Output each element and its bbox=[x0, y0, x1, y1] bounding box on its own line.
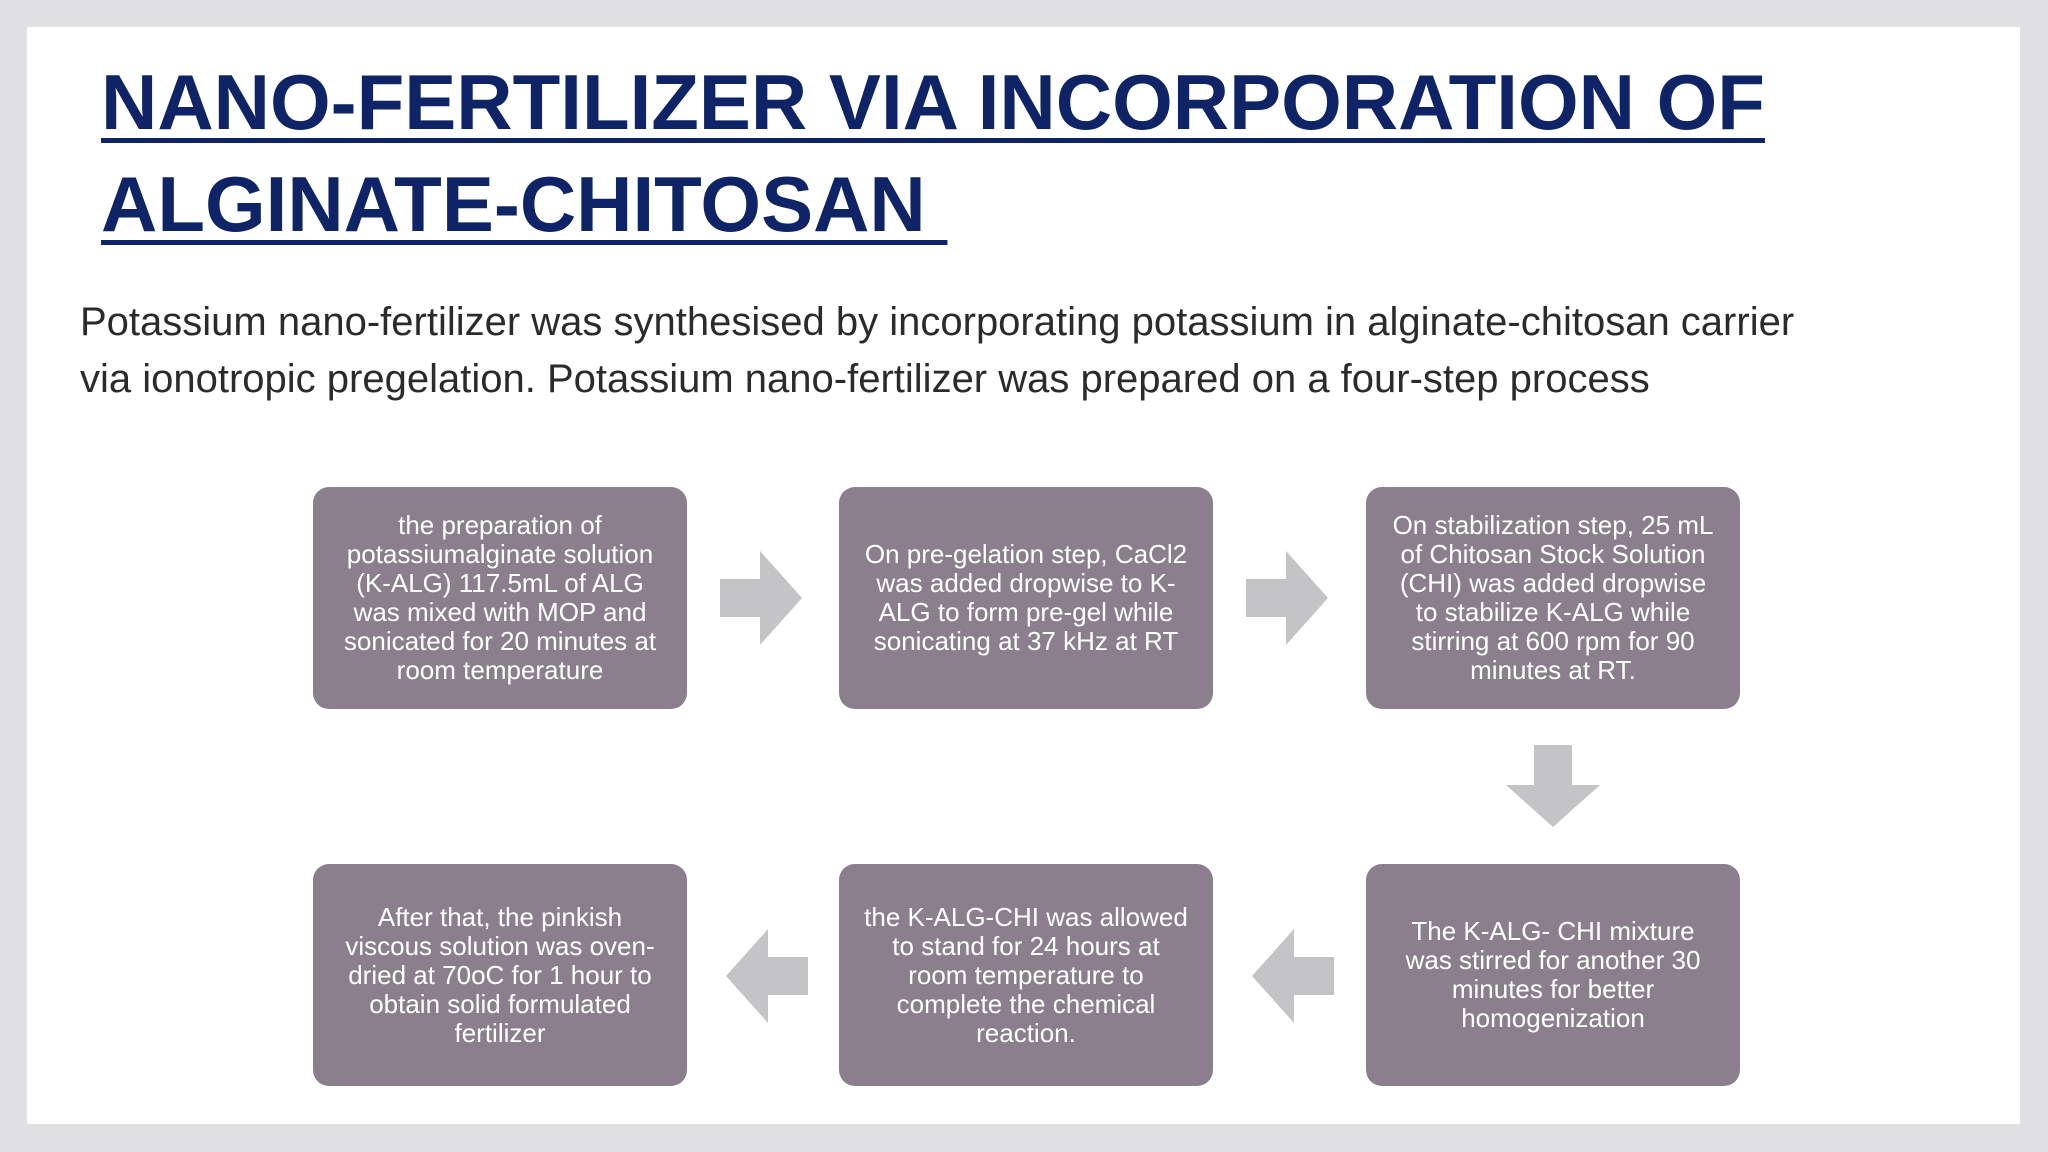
step-4-text bbox=[1406, 917, 1701, 1033]
intro-line-1: Potassium nano-fertilizer was synthesised by incorporating potassium in alginate-chitosan carrier bbox=[80, 300, 1795, 344]
arrow-left-icon bbox=[1252, 929, 1334, 1023]
step-1-line: potassiumalginate solution bbox=[346, 539, 654, 569]
step-2-line: ALG to form pre-gel while bbox=[878, 597, 1174, 627]
step-4-line: was stirred for another 30 bbox=[1405, 945, 1701, 975]
step-5-line: room temperature to bbox=[908, 959, 1144, 990]
step-6-line: After that, the pinkish bbox=[377, 901, 623, 932]
step-3-line: (CHI) was added dropwise bbox=[1399, 568, 1707, 598]
intro-line-2: via ionotropic pregelation. Potassium nano-fertilizer was prepared on a four-step process bbox=[80, 357, 1650, 401]
arrow-right-icon bbox=[1246, 551, 1328, 645]
step-1-text bbox=[344, 511, 656, 685]
step-5-line: reaction. bbox=[976, 1017, 1076, 1048]
step-4-box bbox=[1366, 864, 1740, 1086]
step-6-box bbox=[313, 864, 687, 1086]
step-3-text bbox=[1393, 511, 1714, 685]
slide-title-line-1: NANO-FERTILIZER VIA INCORPORATION OF bbox=[101, 58, 1765, 146]
step-6-line: fertilizer bbox=[454, 1017, 546, 1048]
step-2-line: was added dropwise to K- bbox=[876, 568, 1176, 598]
step-6-line: obtain solid formulated bbox=[369, 988, 631, 1019]
slide bbox=[27, 27, 2020, 1124]
step-1-line: room temperature bbox=[396, 655, 604, 685]
step-4-line: minutes for better bbox=[1451, 974, 1655, 1004]
step-2-box bbox=[839, 487, 1213, 709]
step-5-box bbox=[839, 864, 1213, 1086]
step-5-line: the K-ALG-CHI was allowed bbox=[864, 901, 1188, 932]
step-3-line: minutes at RT. bbox=[1470, 655, 1636, 685]
step-3-line: stirring at 600 rpm for 90 bbox=[1411, 626, 1695, 656]
step-1-line: the preparation of bbox=[398, 510, 602, 540]
step-4-line: The K-ALG- CHI mixture bbox=[1411, 916, 1695, 946]
step-2-line: On pre-gelation step, CaCl2 bbox=[864, 539, 1188, 569]
slide-title bbox=[101, 51, 1765, 255]
step-6-line: viscous solution was oven- bbox=[345, 930, 655, 961]
step-3-line: On stabilization step, 25 mL bbox=[1392, 510, 1714, 540]
step-5-line: complete the chemical bbox=[896, 988, 1156, 1019]
step-1-box bbox=[313, 487, 687, 709]
arrow-down-icon bbox=[1506, 745, 1600, 827]
step-6-line: dried at 70oC for 1 hour to bbox=[348, 959, 652, 990]
step-6-text bbox=[345, 903, 654, 1048]
step-1-line: (K-ALG) 117.5mL of ALG bbox=[356, 568, 644, 598]
step-1-line: sonicated for 20 minutes at bbox=[343, 626, 657, 656]
step-2-text bbox=[865, 540, 1187, 656]
arrow-left-icon bbox=[726, 929, 808, 1023]
arrow-right-icon bbox=[720, 551, 802, 645]
step-2-line: sonicating at 37 kHz at RT bbox=[873, 626, 1179, 656]
intro-paragraph bbox=[80, 294, 1980, 408]
step-5-text bbox=[864, 903, 1188, 1048]
step-3-line: of Chitosan Stock Solution bbox=[1400, 539, 1706, 569]
slide-title-line-2: ALGINATE-CHITOSAN bbox=[101, 160, 948, 248]
step-5-line: to stand for 24 hours at bbox=[892, 930, 1160, 961]
step-4-line: homogenization bbox=[1461, 1003, 1645, 1033]
step-3-line: to stabilize K-ALG while bbox=[1415, 597, 1691, 627]
step-3-box bbox=[1366, 487, 1740, 709]
step-1-line: was mixed with MOP and bbox=[353, 597, 647, 627]
